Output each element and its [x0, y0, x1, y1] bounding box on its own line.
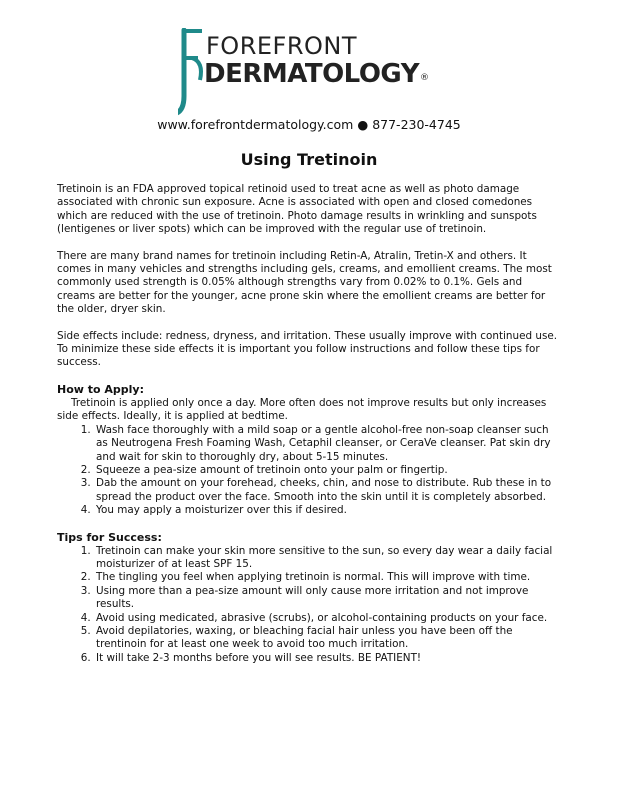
paragraph-side-effects: Side effects include: redness, dryness, and irritation. These usually improve with continued use. To minimize these side effects it is important you follow instructions and follow these tips for success. [57, 329, 558, 369]
logo-dermatology-text: DERMATOLOGY [204, 59, 420, 89]
how-to-apply-list [57, 424, 559, 518]
document-body [57, 183, 559, 678]
list-item: 4. Avoid using medicated, abrasive (scrubs), or alcohol-containing products on your face. [94, 612, 559, 625]
list-item: 5. Avoid depilatories, waxing, or bleaching facial hair unless you have been off the trentinoin for at least one week to avoid too much irritation. [94, 625, 559, 652]
tips-list [57, 545, 559, 666]
how-to-apply-intro: Tretinoin is applied only once a day. More often does not improve results but only increases side effects. Ideally, it is applied at bedtime. [57, 396, 547, 423]
list-item: 3. Using more than a pea-size amount will only cause more irritation and not improve results. [94, 585, 559, 612]
paragraph-brands: There are many brand names for tretinoin including Retin-A, Atralin, Tretin-X and others. It comes in many vehicles and strengths including gels, creams, and emollient creams. The most commonly used strength is 0.05% although strengths vary from 0.02% to 0.1%. Gels and creams are better for the younger, acne prone skin where the emollient creams are better for the older, dryer skin. [57, 249, 552, 316]
list-item: 2. The tingling you feel when applying tretinoin is normal. This will improve with time. [94, 571, 559, 584]
logo-line-dermatology [204, 59, 429, 89]
list-item: 6. It will take 2-3 months before you will see results. BE PATIENT! [94, 652, 559, 665]
paragraph-intro: Tretinoin is an FDA approved topical retinoid used to treat acne as well as photo damage associated with chronic sun exposure. Acne is associated with open and closed comedones which are reduced with the use of tretinoin. Photo damage results in wrinkling and sunspots (lentigenes or liver spots) which can be improved with the regular use of tretinoin. [57, 183, 537, 236]
contact-line: www.forefrontdermatology.com ● 877-230-4745 [157, 117, 461, 132]
forefront-logo [178, 28, 468, 118]
list-item: 3. Dab the amount on your forehead, cheeks, chin, and nose to distribute. Rub these in to spread the product over the face. Smooth into the skin until it is completely absorbed. [94, 477, 559, 504]
tips-heading: Tips for Success: [57, 530, 162, 544]
list-item: 1. Wash face thoroughly with a mild soap or a gentle alcohol-free non-soap cleanser such as Neutrogena Fresh Foaming Wash, Cetaphil cleanser, or CeraVe cleanser. Pat skin dry and wait for skin to thoroughly dry, about 5-15 minutes. [94, 424, 559, 464]
page-title: Using Tretinoin [240, 150, 378, 169]
registered-mark: ® [420, 73, 429, 83]
logo-line-forefront: FOREFRONT [206, 32, 358, 60]
list-item: 1. Tretinoin can make your skin more sensitive to the sun, so every day wear a daily facial moisturizer of at least SPF 15. [94, 545, 559, 572]
list-item: 2. Squeeze a pea-size amount of tretinoin onto your palm or fingertip. [94, 464, 559, 477]
how-to-apply-heading: How to Apply: [57, 382, 145, 396]
list-item: 4. You may apply a moisturizer over this if desired. [94, 504, 559, 517]
